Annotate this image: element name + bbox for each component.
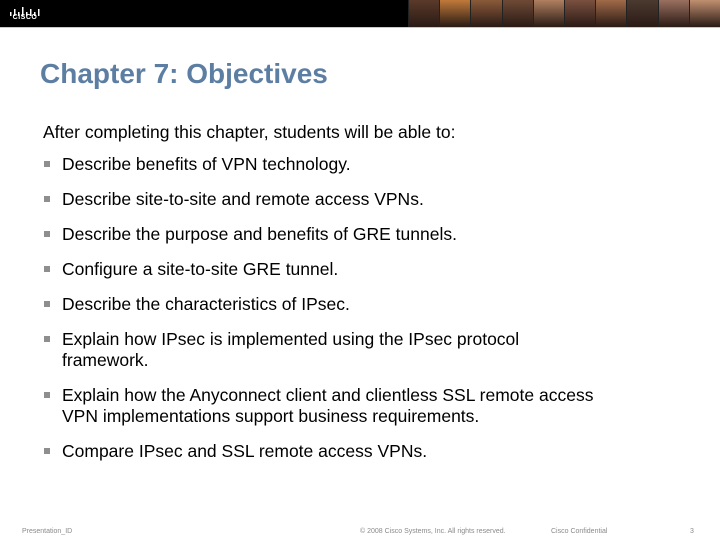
bullet-square-icon xyxy=(44,161,50,167)
objective-item xyxy=(44,441,644,462)
footer-copyright: © 2008 Cisco Systems, Inc. All rights reserved. xyxy=(360,528,506,535)
logo-text: CISCO xyxy=(12,14,38,21)
bullet-square-icon xyxy=(44,266,50,272)
objective-item xyxy=(44,259,644,280)
page-number: 3 xyxy=(690,528,694,535)
objectives-list xyxy=(44,154,644,476)
header-photo xyxy=(595,0,626,27)
header-photo xyxy=(502,0,533,27)
header-photo xyxy=(408,0,439,27)
objective-item xyxy=(44,385,632,427)
cisco-logo xyxy=(8,4,42,22)
objective-item xyxy=(44,154,644,175)
bullet-square-icon xyxy=(44,231,50,237)
objective-item xyxy=(44,329,602,371)
header-photo xyxy=(533,0,564,27)
objective-text: Describe the characteristics of IPsec. xyxy=(62,294,350,314)
header-photo xyxy=(564,0,595,27)
objective-text: Describe the purpose and benefits of GRE tunnels. xyxy=(62,224,457,244)
objective-text: Compare IPsec and SSL remote access VPNs. xyxy=(62,441,428,461)
header-divider xyxy=(0,27,720,28)
bullet-square-icon xyxy=(44,392,50,398)
header-photo xyxy=(626,0,657,27)
bullet-square-icon xyxy=(44,448,50,454)
objective-item xyxy=(44,224,644,245)
bullet-square-icon xyxy=(44,336,50,342)
footer-presentation-id: Presentation_ID xyxy=(22,528,73,535)
header-photo xyxy=(658,0,689,27)
slide-title: Chapter 7: Objectives xyxy=(40,58,328,89)
header-photo-strip xyxy=(408,0,720,27)
header-photo xyxy=(439,0,470,27)
bullet-square-icon xyxy=(44,196,50,202)
objective-text: Explain how IPsec is implemented using the IPsec protocol framework. xyxy=(62,329,520,370)
header-photo xyxy=(470,0,501,27)
slide-intro: After completing this chapter, students will be able to: xyxy=(43,122,456,142)
header-photo xyxy=(689,0,720,27)
bullet-square-icon xyxy=(44,301,50,307)
footer-confidential: Cisco Confidential xyxy=(551,528,608,535)
header-bar xyxy=(0,0,720,27)
objective-text: Explain how the Anyconnect client and clientless SSL remote access VPN implementations support business requirements. xyxy=(62,385,594,426)
objective-item xyxy=(44,189,644,210)
objective-text: Describe benefits of VPN technology. xyxy=(62,154,351,174)
objective-text: Describe site-to-site and remote access VPNs. xyxy=(62,189,424,209)
objective-text: Configure a site-to-site GRE tunnel. xyxy=(62,259,339,279)
objective-item xyxy=(44,294,644,315)
